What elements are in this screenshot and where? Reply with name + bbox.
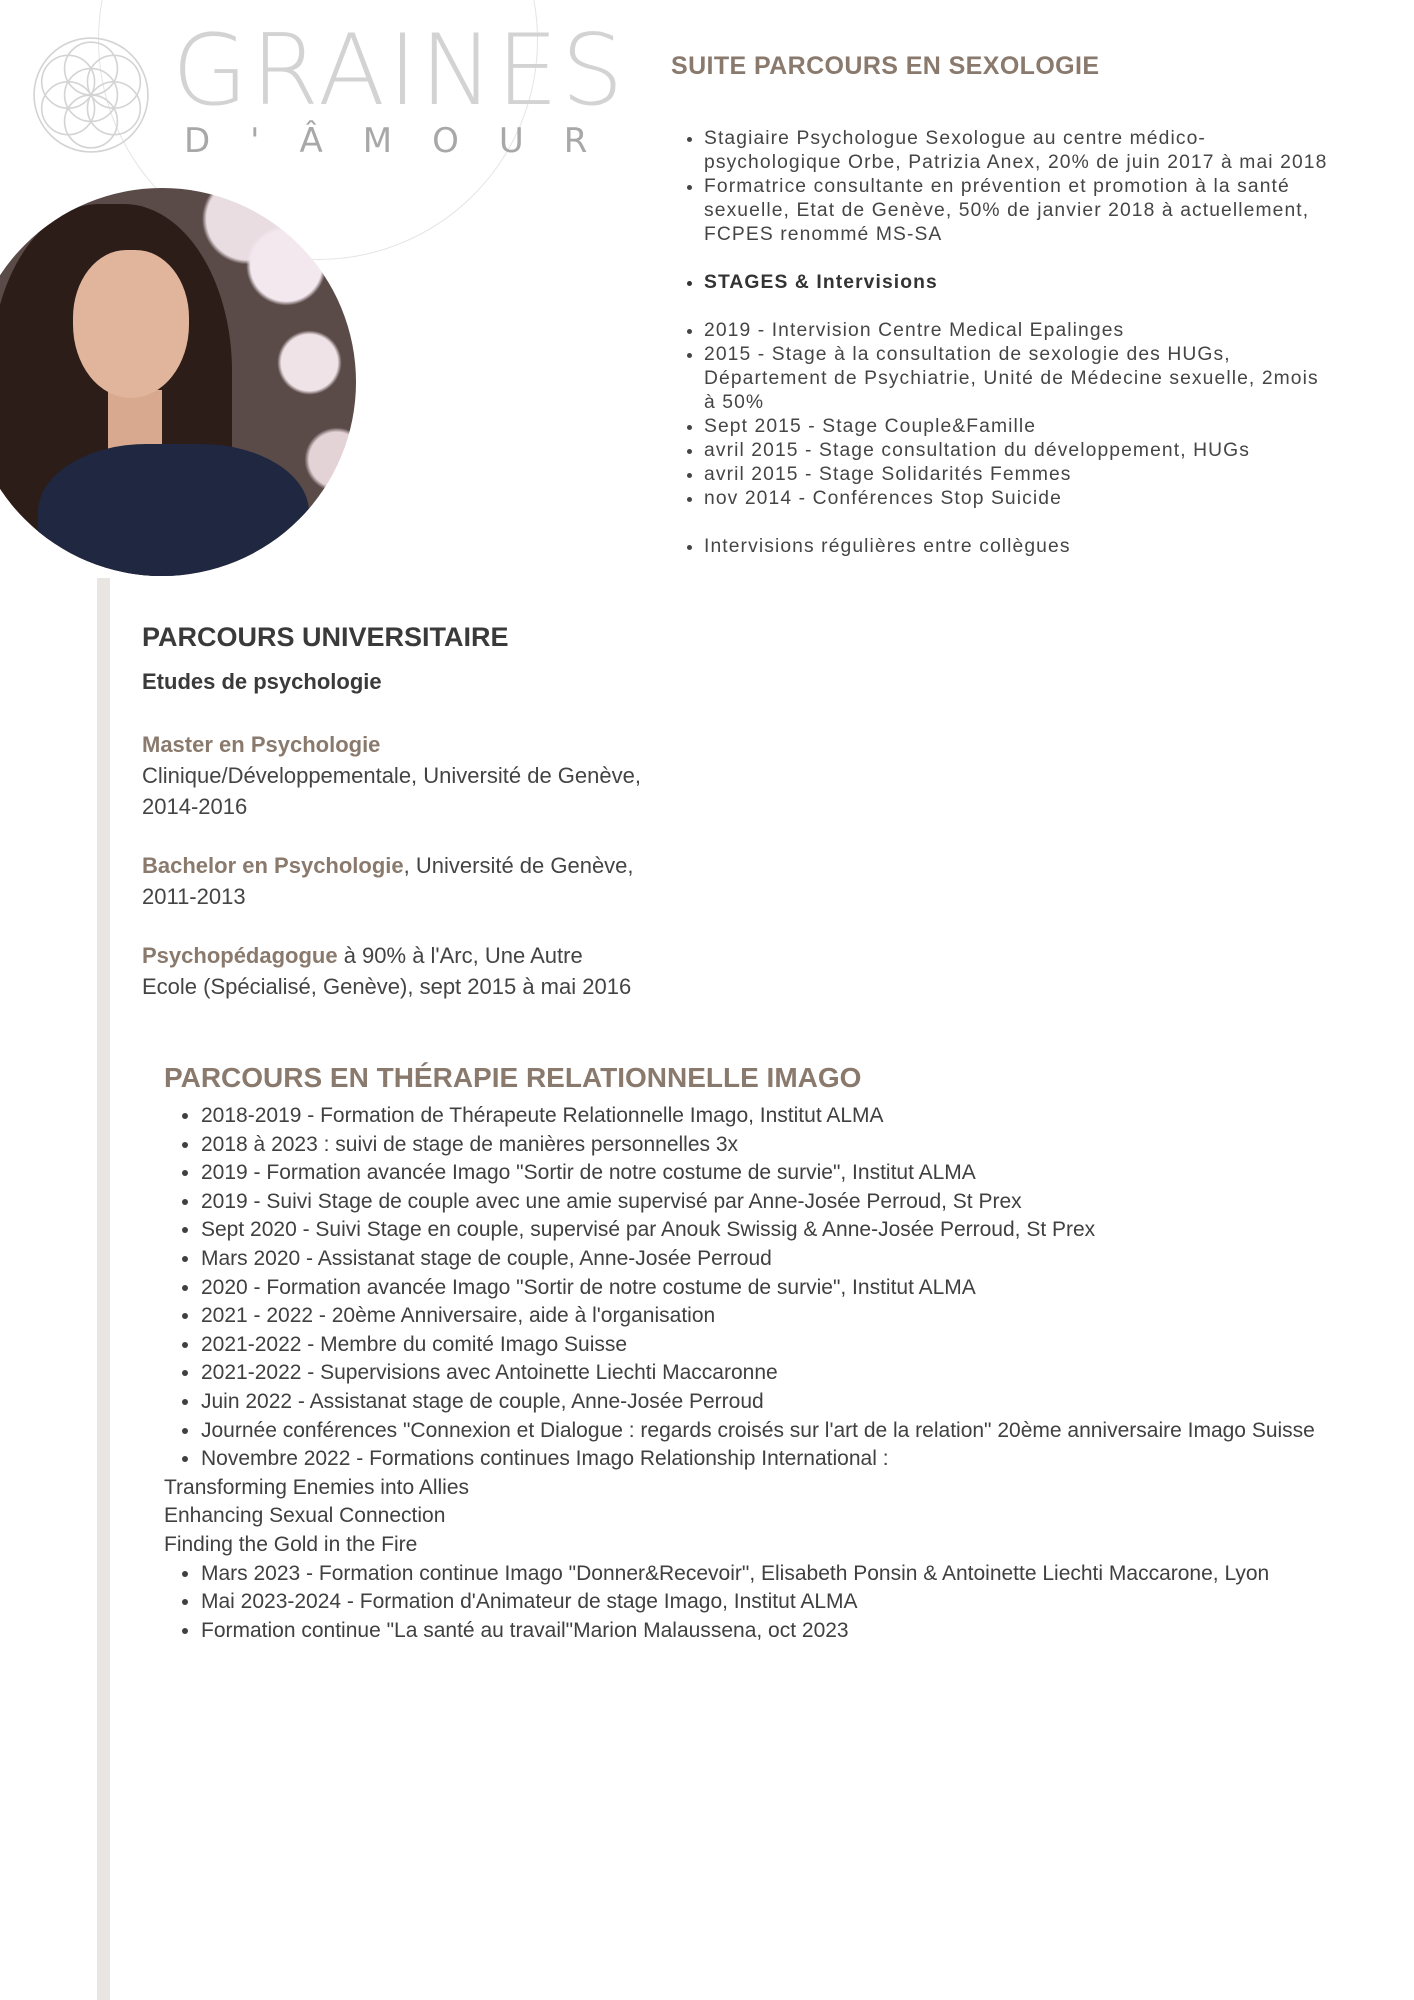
last-list bbox=[671, 535, 1331, 559]
degree-details: Clinique/Développementale, Université de Genève, 2014-2016 bbox=[142, 763, 641, 819]
list-item: • 2019 - Formation avancée Imago "Sortir de notre costume de survie", Institut ALMA bbox=[201, 1159, 1364, 1188]
vertical-divider bbox=[97, 578, 110, 2000]
stages-title: • STAGES & Intervisions bbox=[704, 271, 1331, 295]
list-item: • 2018-2019 - Formation de Thérapeute Relationnelle Imago, Institut ALMA bbox=[201, 1102, 1364, 1131]
flower-of-life-icon bbox=[30, 34, 152, 156]
list-item: • 2018 à 2023 : suivi de stage de manières personnelles 3x bbox=[201, 1131, 1364, 1160]
logo-subtext: D'ÂMOUR bbox=[184, 121, 628, 161]
formation-line: Finding the Gold in the Fire bbox=[164, 1532, 418, 1556]
education-entry bbox=[142, 850, 642, 912]
list-item: • 2019 - Intervision Centre Medical Epalinges bbox=[704, 319, 1331, 343]
list-item: • 2021-2022 - Supervisions avec Antoinette Liechti Maccaronne bbox=[201, 1359, 1364, 1388]
imago-list-2 bbox=[164, 1560, 1364, 1646]
formation-line: Transforming Enemies into Allies bbox=[164, 1475, 470, 1499]
section-universitaire bbox=[142, 622, 642, 1030]
stages-list bbox=[671, 319, 1331, 511]
list-item: • 2021 - 2022 - 20ème Anniversaire, aide à l'organisation bbox=[201, 1302, 1364, 1331]
list-item: • avril 2015 - Stage consultation du développement, HUGs bbox=[704, 439, 1331, 463]
degree-name: Bachelor en Psychologie bbox=[142, 853, 404, 878]
list-item: • nov 2014 - Conférences Stop Suicide bbox=[704, 487, 1331, 511]
list-item: • Sept 2015 - Stage Couple&Famille bbox=[704, 415, 1331, 439]
list-item: • Formatrice consultante en prévention et promotion à la santé sexuelle, Etat de Genève, 50% de janvier 2018 à actuellement, FCPES renommé MS-SA bbox=[704, 175, 1331, 247]
list-item: • Juin 2022 - Assistanat stage de couple, Anne-Josée Perroud bbox=[201, 1388, 1364, 1417]
degree-details: , Université de Genève, 2011-2013 bbox=[142, 853, 634, 909]
degree-name: Master en Psychologie bbox=[142, 732, 381, 757]
list-item: • 2015 - Stage à la consultation de sexologie des HUGs, Département de Psychiatrie, Unité de Médecine sexuelle, 2mois à 50% bbox=[704, 343, 1331, 415]
section-title: PARCOURS UNIVERSITAIRE bbox=[142, 622, 509, 652]
list-item: • 2020 - Formation avancée Imago "Sortir de notre costume de survie", Institut ALMA bbox=[201, 1274, 1364, 1303]
section-subtitle: Etudes de psychologie bbox=[142, 669, 382, 694]
education-entry bbox=[142, 729, 642, 822]
list-item: • 2019 - Suivi Stage de couple avec une amie supervisé par Anne-Josée Perroud, St Prex bbox=[201, 1188, 1364, 1217]
list-item: • Journée conférences "Connexion et Dialogue : regards croisés sur l'art de la relation" 20ème anniversaire Imago Suisse bbox=[201, 1417, 1364, 1446]
section-imago bbox=[164, 1062, 1364, 1645]
degree-details: à 90% à l'Arc, Une Autre Ecole (Spécialisé, Genève), sept 2015 à mai 2016 bbox=[142, 943, 632, 999]
sexologie-list bbox=[671, 127, 1331, 247]
list-item: • Mai 2023-2024 - Formation d'Animateur de stage Imago, Institut ALMA bbox=[201, 1588, 1364, 1617]
imago-list bbox=[164, 1102, 1364, 1474]
education-entry bbox=[142, 940, 642, 1002]
list-item: • Intervisions régulières entre collègues bbox=[704, 535, 1331, 559]
list-item: • 2021-2022 - Membre du comité Imago Suisse bbox=[201, 1331, 1364, 1360]
list-item: • Novembre 2022 - Formations continues Imago Relationship International : bbox=[201, 1445, 1364, 1474]
logo-text: GRAINES bbox=[172, 14, 627, 128]
list-item: • Formation continue "La santé au travail"Marion Malaussena, oct 2023 bbox=[201, 1617, 1364, 1646]
section-title: PARCOURS EN THÉRAPIE RELATIONNELLE IMAGO bbox=[164, 1062, 862, 1093]
section-sexologie bbox=[671, 52, 1331, 559]
degree-name: Psychopédagogue bbox=[142, 943, 338, 968]
section-title: SUITE PARCOURS EN SEXOLOGIE bbox=[671, 52, 1100, 80]
list-item: • Sept 2020 - Suivi Stage en couple, supervisé par Anouk Swissig & Anne-Josée Perroud, St Prex bbox=[201, 1216, 1364, 1245]
list-item: • Mars 2023 - Formation continue Imago "Donner&Recevoir", Elisabeth Ponsin & Antoinette Liechti Maccarone, Lyon bbox=[201, 1560, 1364, 1589]
list-item: • Mars 2020 - Assistanat stage de couple, Anne-Josée Perroud bbox=[201, 1245, 1364, 1274]
list-item: • avril 2015 - Stage Solidarités Femmes bbox=[704, 463, 1331, 487]
list-item: • Stagiaire Psychologue Sexologue au centre médico-psychologique Orbe, Patrizia Anex, 20% de juin 2017 à mai 2018 bbox=[704, 127, 1331, 175]
stages-heading-list bbox=[671, 271, 1331, 295]
formation-line: Enhancing Sexual Connection bbox=[164, 1504, 446, 1528]
